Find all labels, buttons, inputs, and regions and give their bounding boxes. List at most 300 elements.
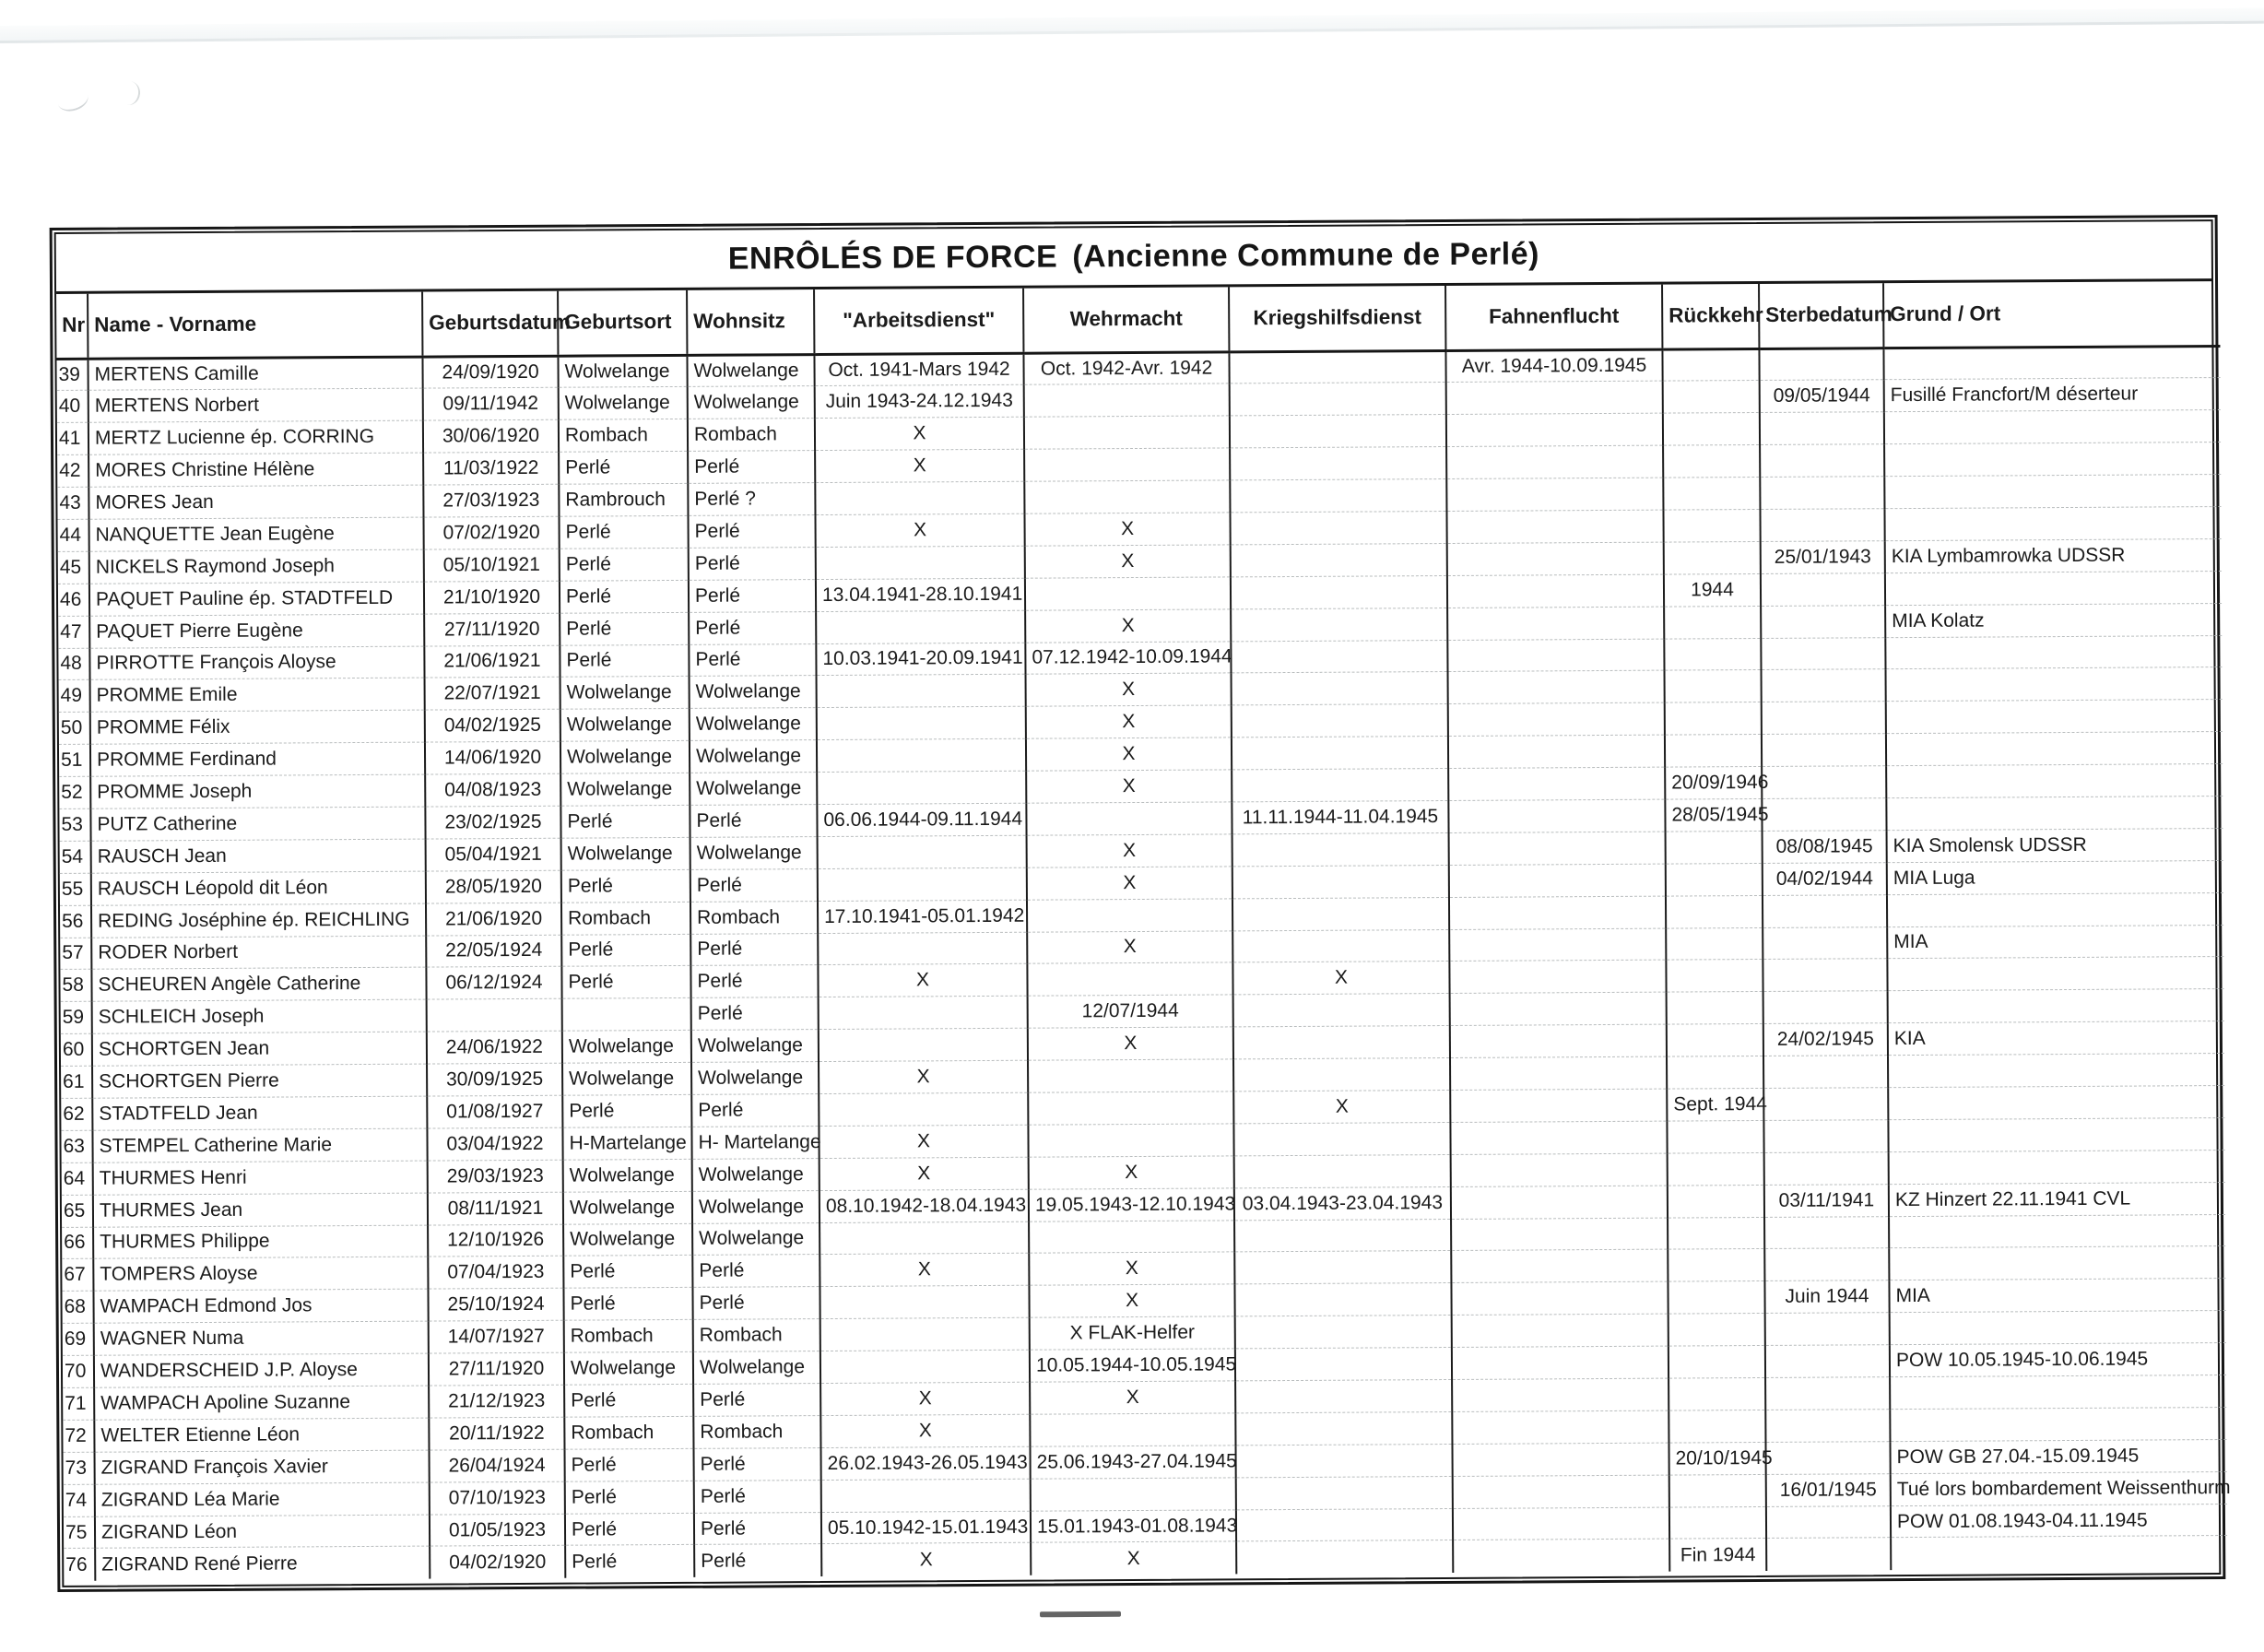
table-cell: SCHLEICH Joseph bbox=[92, 999, 427, 1033]
table-cell: Perlé bbox=[564, 1384, 693, 1417]
table-cell bbox=[1448, 767, 1665, 800]
table-cell bbox=[1450, 1089, 1667, 1122]
table-cell: 13.04.1941-28.10.1941 bbox=[816, 578, 1025, 611]
table-cell bbox=[1669, 1377, 1765, 1410]
table-cell bbox=[1883, 346, 2220, 380]
table-cell bbox=[1234, 1154, 1451, 1187]
table-cell: 22/07/1921 bbox=[425, 678, 560, 711]
table-cell bbox=[1665, 735, 1762, 768]
table-cell: 69 bbox=[63, 1323, 94, 1355]
table-cell: Perlé bbox=[693, 1447, 820, 1481]
table-cell bbox=[1765, 1377, 1890, 1410]
table-cell bbox=[1889, 1150, 2225, 1184]
table-cell: RAUSCH Léopold dit Léon bbox=[91, 871, 426, 905]
table-cell: 25/10/1924 bbox=[428, 1289, 563, 1322]
table-cell bbox=[1663, 413, 1760, 446]
table-cell bbox=[1663, 381, 1760, 414]
table-cell bbox=[1667, 1120, 1763, 1153]
table-cell: 04/02/1920 bbox=[430, 1546, 565, 1579]
table-cell bbox=[1232, 832, 1449, 866]
table-cell: 15.01.1943-01.08.1943 bbox=[1031, 1509, 1236, 1542]
table-cell: Wolwelange bbox=[692, 1222, 820, 1256]
table-cell bbox=[1450, 1024, 1667, 1057]
table-cell bbox=[1232, 897, 1449, 930]
table-cell: Perlé bbox=[690, 868, 818, 902]
table-cell: 19.05.1943-12.10.1943 bbox=[1029, 1188, 1234, 1221]
table-cell: X bbox=[1026, 705, 1232, 738]
column-header: Fahnenflucht bbox=[1445, 285, 1662, 350]
table-cell: Rombach bbox=[688, 419, 815, 452]
table-cell: 29/03/1923 bbox=[428, 1160, 563, 1193]
table-cell: X bbox=[1232, 962, 1449, 995]
table-cell bbox=[1028, 1124, 1233, 1157]
table-cell: 24/02/1945 bbox=[1763, 1023, 1888, 1056]
table-cell: H- Martelange bbox=[691, 1126, 819, 1159]
table-cell bbox=[1763, 1120, 1888, 1153]
table-cell: 47 bbox=[58, 616, 89, 648]
table-cell bbox=[1233, 1026, 1450, 1059]
table-cell bbox=[1446, 510, 1663, 543]
table-cell bbox=[1762, 766, 1886, 799]
table-cell bbox=[818, 835, 1027, 868]
table-cell bbox=[1889, 1246, 2225, 1280]
table-cell: Perlé bbox=[563, 1256, 692, 1289]
table-cell: 05/04/1921 bbox=[426, 838, 561, 871]
table-cell bbox=[1232, 929, 1449, 962]
table-cell: Perlé bbox=[689, 643, 816, 677]
table-cell: Juin 1944 bbox=[1764, 1280, 1889, 1314]
column-header: Name - Vorname bbox=[88, 292, 422, 359]
table-cell bbox=[1763, 1056, 1888, 1089]
table-cell: 26.02.1943-26.05.1943 bbox=[820, 1446, 1030, 1480]
table-cell: 05/10/1921 bbox=[424, 549, 560, 582]
table-cell bbox=[1447, 542, 1664, 575]
table-cell: PAQUET Pierre Eugène bbox=[89, 614, 424, 648]
table-cell: 68 bbox=[62, 1292, 93, 1324]
table-cell: 21/06/1920 bbox=[426, 903, 561, 936]
table-cell bbox=[1231, 575, 1447, 608]
table-cell bbox=[1450, 1121, 1667, 1154]
column-header: Kriegshilfsdienst bbox=[1229, 286, 1445, 351]
table-cell bbox=[820, 1221, 1029, 1255]
table-cell: Perlé bbox=[689, 547, 816, 580]
table-cell: Rambrouch bbox=[559, 483, 688, 516]
column-header: Nr bbox=[56, 294, 88, 359]
table-cell bbox=[1446, 445, 1663, 478]
table-cell: 73 bbox=[64, 1452, 95, 1484]
table-cell bbox=[1664, 638, 1761, 671]
table-cell: Wolwelange bbox=[561, 837, 690, 870]
table-cell: PROMME Emile bbox=[90, 678, 425, 712]
table-cell: Rombach bbox=[693, 1319, 820, 1352]
table-cell: 27/11/1920 bbox=[429, 1352, 564, 1386]
table-cell bbox=[1663, 509, 1760, 542]
table-cell bbox=[1665, 670, 1762, 703]
table-cell bbox=[1664, 606, 1761, 639]
table-cell: PROMME Joseph bbox=[90, 774, 425, 808]
table-cell bbox=[817, 771, 1026, 804]
table-cell: Perlé bbox=[689, 611, 816, 644]
table-cell: X bbox=[819, 1060, 1028, 1093]
table-cell: Wolwelange bbox=[688, 386, 815, 419]
table-cell: X bbox=[1029, 1284, 1234, 1317]
table-cell: 41 bbox=[57, 423, 88, 455]
table-cell bbox=[1453, 1507, 1669, 1540]
table-cell: KIA bbox=[1888, 1021, 2224, 1056]
table-cell bbox=[1236, 1540, 1453, 1574]
table-cell bbox=[1669, 1474, 1766, 1507]
table-cell: Wolwelange bbox=[560, 773, 690, 806]
table-cell: X bbox=[1030, 1381, 1235, 1414]
table-cell: X bbox=[820, 1382, 1030, 1415]
table-cell: 28/05/1945 bbox=[1665, 798, 1762, 832]
table-cell bbox=[1669, 1346, 1765, 1379]
table-cell bbox=[1235, 1411, 1452, 1445]
table-cell: 14/07/1927 bbox=[429, 1320, 564, 1353]
table-cell: SCHORTGEN Pierre bbox=[92, 1064, 427, 1098]
table-cell: X bbox=[1026, 770, 1232, 803]
table-cell: X bbox=[1029, 1252, 1234, 1285]
table-cell bbox=[1764, 1248, 1889, 1281]
table-cell: Wolwelange bbox=[564, 1351, 693, 1385]
table-cell: Wolwelange bbox=[563, 1223, 692, 1257]
table-cell: 20/11/1922 bbox=[429, 1417, 564, 1450]
table-cell bbox=[1761, 572, 1885, 606]
table-cell: ZIGRAND François Xavier bbox=[95, 1450, 430, 1484]
table-cell bbox=[1448, 799, 1665, 832]
table-cell: Wolwelange bbox=[562, 1031, 691, 1064]
table-cell: 07/04/1923 bbox=[428, 1257, 563, 1290]
table-cell bbox=[1886, 700, 2223, 734]
table-cell: PUTZ Catherine bbox=[90, 807, 425, 841]
table-cell: X bbox=[818, 964, 1027, 997]
table-cell: MERTZ Lucienne ép. CORRING bbox=[88, 420, 423, 454]
table-cell: 64 bbox=[62, 1162, 93, 1195]
table-cell bbox=[1891, 1536, 2227, 1570]
table-cell: MERTENS Norbert bbox=[88, 388, 423, 422]
table-cell: 10.05.1944-10.05.1945 bbox=[1030, 1349, 1235, 1382]
table-cell: 56 bbox=[60, 905, 91, 938]
table-cell bbox=[1025, 577, 1231, 610]
table-cell bbox=[1446, 478, 1663, 511]
table-cell: Perlé bbox=[688, 451, 815, 484]
table-cell bbox=[1886, 732, 2223, 766]
table-cell: Wolwelange bbox=[563, 1191, 692, 1224]
table-cell bbox=[1884, 410, 2221, 444]
table-cell bbox=[1664, 541, 1761, 574]
table-cell: Wolwelange bbox=[693, 1351, 820, 1385]
table-cell: 67 bbox=[62, 1259, 93, 1292]
table-cell: 63 bbox=[61, 1130, 92, 1162]
table-cell bbox=[817, 707, 1026, 740]
table-cell bbox=[1234, 1251, 1451, 1284]
table-cell: 70 bbox=[63, 1355, 94, 1387]
table-cell: 62 bbox=[61, 1098, 92, 1130]
table-cell bbox=[1668, 1281, 1764, 1315]
table-cell bbox=[1888, 1054, 2224, 1088]
table-cell: 76 bbox=[64, 1549, 95, 1581]
table-cell: Wolwelange bbox=[559, 387, 688, 420]
table-cell: 08.10.1942-18.04.1943 bbox=[820, 1189, 1029, 1222]
table-cell: Perlé bbox=[694, 1544, 821, 1577]
table-cell: SCHORTGEN Jean bbox=[92, 1032, 427, 1066]
table-cell: ZIGRAND René Pierre bbox=[95, 1547, 430, 1581]
table-cell: Tué lors bombardement Weissenthurm bbox=[1891, 1471, 2227, 1505]
table-cell: 66 bbox=[62, 1227, 93, 1259]
table-cell: 20/09/1946 bbox=[1665, 767, 1762, 800]
table-cell: WAMPACH Edmond Jos bbox=[93, 1289, 428, 1323]
table-cell bbox=[1230, 479, 1446, 513]
table-cell: X bbox=[1025, 545, 1231, 578]
table-cell: 10.03.1941-20.09.1941 bbox=[816, 643, 1025, 676]
table-cell: 04/02/1925 bbox=[425, 710, 560, 743]
table-cell: Oct. 1942-Avr. 1942 bbox=[1023, 351, 1229, 384]
table-cell: X bbox=[1026, 738, 1232, 771]
table-cell bbox=[1884, 475, 2221, 509]
pencil-mark bbox=[54, 84, 91, 114]
table-cell: Fusillé Francfort/M déserteur bbox=[1884, 378, 2221, 412]
table-cell bbox=[1232, 769, 1448, 802]
column-header: Geburtsort bbox=[558, 290, 687, 356]
table-cell: Perlé bbox=[693, 1384, 820, 1417]
table-cell bbox=[1235, 1379, 1452, 1412]
table-cell: Perlé bbox=[565, 1513, 694, 1546]
table-cell bbox=[818, 867, 1027, 901]
table-cell: 12/10/1926 bbox=[428, 1224, 563, 1257]
pencil-mark bbox=[116, 79, 142, 107]
table-cell: Perlé bbox=[560, 580, 689, 613]
table-cell bbox=[1453, 1475, 1669, 1508]
table-cell: Avr. 1944-10.09.1945 bbox=[1445, 349, 1662, 383]
table-body bbox=[56, 346, 2231, 1581]
table-cell: Wolwelange bbox=[692, 1158, 820, 1191]
table-cell: WAMPACH Apoline Suzanne bbox=[94, 1386, 429, 1420]
table-cell: Wolwelange bbox=[560, 709, 690, 742]
table-cell: Perlé bbox=[692, 1287, 820, 1320]
table-cell: 74 bbox=[64, 1484, 95, 1516]
table-cell: 21/06/1921 bbox=[424, 645, 560, 678]
table-cell: Wolwelange bbox=[560, 677, 690, 710]
table-cell: X bbox=[1027, 867, 1232, 900]
scan-artifact-dash bbox=[1040, 1611, 1121, 1618]
table-cell bbox=[1666, 960, 1763, 993]
table-cell: Wolwelange bbox=[690, 740, 817, 773]
table-cell bbox=[1764, 1151, 1889, 1185]
table-cell bbox=[1667, 1024, 1763, 1057]
table-cell: 17.10.1941-05.01.1942 bbox=[818, 900, 1027, 933]
roster-table-inner bbox=[54, 219, 2231, 1587]
table-cell: 09/05/1944 bbox=[1760, 380, 1884, 413]
table-cell: SCHEUREN Angèle Catherine bbox=[91, 968, 426, 1002]
table-cell: 50 bbox=[59, 713, 90, 745]
table-cell: KIA Lymbamrowka UDSSR bbox=[1885, 538, 2222, 572]
table-cell bbox=[1888, 1117, 2224, 1151]
table-cell: Wolwelange bbox=[690, 708, 817, 741]
table-cell bbox=[1884, 506, 2221, 540]
table-cell: Rombach bbox=[693, 1415, 820, 1448]
table-cell: Perlé bbox=[694, 1512, 821, 1545]
table-cell bbox=[817, 738, 1026, 772]
table-cell bbox=[1668, 1249, 1764, 1282]
table-cell: 06.06.1944-09.11.1944 bbox=[817, 803, 1026, 836]
enrolled-roster-table bbox=[56, 281, 2231, 1581]
table-cell: THURMES Henri bbox=[93, 1161, 428, 1195]
table-cell: 12/07/1944 bbox=[1028, 995, 1233, 1028]
table-cell bbox=[1668, 1217, 1764, 1250]
table-cell: 24/09/1920 bbox=[422, 356, 558, 389]
table-cell: 75 bbox=[64, 1516, 95, 1549]
table-cell: STEMPEL Catherine Marie bbox=[92, 1128, 427, 1162]
table-cell bbox=[1449, 896, 1666, 929]
table-cell bbox=[1761, 605, 1885, 638]
table-cell bbox=[1662, 348, 1759, 382]
table-cell bbox=[1028, 1059, 1233, 1092]
table-cell bbox=[1453, 1540, 1669, 1573]
table-cell bbox=[1886, 796, 2223, 830]
table-cell bbox=[1028, 1092, 1233, 1125]
table-cell: Perlé bbox=[690, 965, 818, 998]
table-cell bbox=[1450, 1056, 1667, 1090]
table-cell: Wolwelange bbox=[563, 1159, 692, 1192]
table-cell: Perlé bbox=[694, 1480, 821, 1513]
table-cell bbox=[1229, 350, 1445, 384]
table-cell: 53 bbox=[59, 808, 90, 841]
table-cell: Rombach bbox=[564, 1320, 693, 1353]
table-cell bbox=[1766, 1538, 1891, 1571]
table-cell: THURMES Philippe bbox=[93, 1225, 428, 1259]
table-cell: Oct. 1941-Mars 1942 bbox=[814, 353, 1023, 386]
table-cell: POW 10.05.1945-10.06.1945 bbox=[1890, 1343, 2226, 1377]
table-cell bbox=[1762, 798, 1886, 832]
table-cell bbox=[562, 998, 691, 1032]
table-cell bbox=[1449, 928, 1666, 962]
table-cell: TOMPERS Aloyse bbox=[93, 1257, 428, 1292]
table-cell: 59 bbox=[61, 1002, 92, 1034]
table-cell bbox=[1668, 1185, 1764, 1218]
table-cell: Perlé bbox=[560, 644, 689, 678]
column-header: "Arbeitsdienst" bbox=[814, 289, 1023, 354]
column-header: Wehrmacht bbox=[1023, 287, 1229, 352]
table-cell bbox=[1667, 1056, 1763, 1090]
table-cell: X bbox=[1029, 1156, 1234, 1189]
table-cell bbox=[1236, 1508, 1453, 1541]
table-cell bbox=[1760, 509, 1884, 542]
table-cell bbox=[1666, 895, 1763, 928]
table-cell bbox=[1450, 992, 1667, 1025]
table-cell bbox=[1448, 702, 1665, 736]
table-cell bbox=[1890, 1375, 2226, 1410]
table-cell: Perlé ? bbox=[688, 483, 815, 516]
table-cell: X bbox=[1024, 513, 1230, 546]
table-cell: 09/11/1942 bbox=[423, 388, 559, 421]
table-cell: POW 01.08.1943-04.11.1945 bbox=[1891, 1504, 2227, 1538]
table-cell: MIA Kolatz bbox=[1885, 603, 2222, 637]
table-cell: Wolwelange bbox=[690, 676, 817, 709]
table-cell bbox=[1235, 1444, 1452, 1477]
table-cell bbox=[820, 1350, 1030, 1383]
table-cell: Wolwelange bbox=[690, 836, 818, 869]
table-cell: WELTER Etienne Léon bbox=[94, 1418, 429, 1452]
table-cell: 01/05/1923 bbox=[430, 1514, 565, 1547]
table-cell: Perlé bbox=[560, 548, 689, 581]
table-cell bbox=[1667, 992, 1763, 1025]
table-cell: Perlé bbox=[562, 1094, 691, 1127]
table-cell: 49 bbox=[59, 680, 90, 713]
table-cell bbox=[1449, 961, 1666, 994]
table-cell: NANQUETTE Jean Eugène bbox=[89, 517, 424, 551]
table-cell: MIA Luga bbox=[1887, 860, 2223, 894]
table-cell bbox=[1024, 448, 1230, 481]
table-cell: RAUSCH Jean bbox=[91, 839, 426, 873]
table-cell bbox=[1231, 608, 1447, 641]
table-cell: 07/02/1920 bbox=[424, 516, 560, 549]
table-cell bbox=[427, 999, 562, 1032]
table-cell bbox=[1890, 1311, 2226, 1345]
table-cell bbox=[1234, 1219, 1451, 1252]
table-cell bbox=[1765, 1313, 1890, 1346]
table-cell: X bbox=[1027, 834, 1232, 867]
table-cell: 06/12/1924 bbox=[426, 967, 561, 1000]
table-cell: Wolwelange bbox=[691, 1062, 819, 1095]
table-cell: Perlé bbox=[561, 966, 690, 999]
table-cell bbox=[1762, 734, 1886, 767]
table-cell: X bbox=[1025, 609, 1231, 643]
table-cell bbox=[1030, 1413, 1235, 1446]
table-cell bbox=[1235, 1316, 1452, 1349]
table-cell: Perlé bbox=[561, 869, 690, 903]
title-sub: (Ancienne Commune de Perlé) bbox=[1072, 235, 1539, 274]
table-cell: ZIGRAND Léa Marie bbox=[95, 1482, 430, 1516]
table-cell: X bbox=[1233, 1090, 1450, 1123]
table-cell: WAGNER Numa bbox=[94, 1321, 429, 1355]
table-cell bbox=[1452, 1378, 1669, 1411]
table-cell: ZIGRAND Léon bbox=[95, 1515, 430, 1549]
table-cell bbox=[817, 675, 1026, 708]
table-cell: 46 bbox=[58, 584, 89, 616]
table-cell: Rombach bbox=[690, 901, 818, 934]
table-cell bbox=[1232, 865, 1449, 898]
table-cell: 58 bbox=[60, 970, 91, 1002]
column-header: Grund / Ort bbox=[1883, 281, 2220, 348]
table-cell bbox=[816, 546, 1025, 579]
table-cell bbox=[1888, 1085, 2224, 1119]
table-cell bbox=[1766, 1505, 1891, 1539]
table-cell: Perlé bbox=[559, 452, 688, 485]
table-cell bbox=[1233, 994, 1450, 1027]
table-cell: Perlé bbox=[560, 805, 690, 838]
table-cell: PROMME Félix bbox=[90, 710, 425, 744]
table-cell bbox=[1447, 639, 1664, 672]
table-cell bbox=[1448, 735, 1665, 768]
table-cell bbox=[819, 1092, 1028, 1126]
table-cell bbox=[1452, 1410, 1669, 1444]
table-cell bbox=[1763, 894, 1887, 927]
table-cell: 22/05/1924 bbox=[426, 935, 561, 968]
table-cell bbox=[1759, 348, 1883, 381]
column-header: Sterbedatum bbox=[1759, 283, 1883, 348]
table-cell: MIA bbox=[1889, 1279, 2225, 1313]
table-cell: 71 bbox=[63, 1387, 94, 1420]
table-cell bbox=[1449, 864, 1666, 897]
table-cell: 03/11/1941 bbox=[1764, 1184, 1889, 1217]
table-cell bbox=[815, 481, 1024, 514]
table-cell: 28/05/1920 bbox=[426, 870, 561, 903]
table-cell: X bbox=[1027, 930, 1232, 963]
table-cell bbox=[1884, 442, 2221, 477]
table-cell: 65 bbox=[62, 1195, 93, 1227]
table-cell bbox=[1885, 635, 2222, 669]
table-cell: 04/02/1944 bbox=[1763, 862, 1887, 895]
